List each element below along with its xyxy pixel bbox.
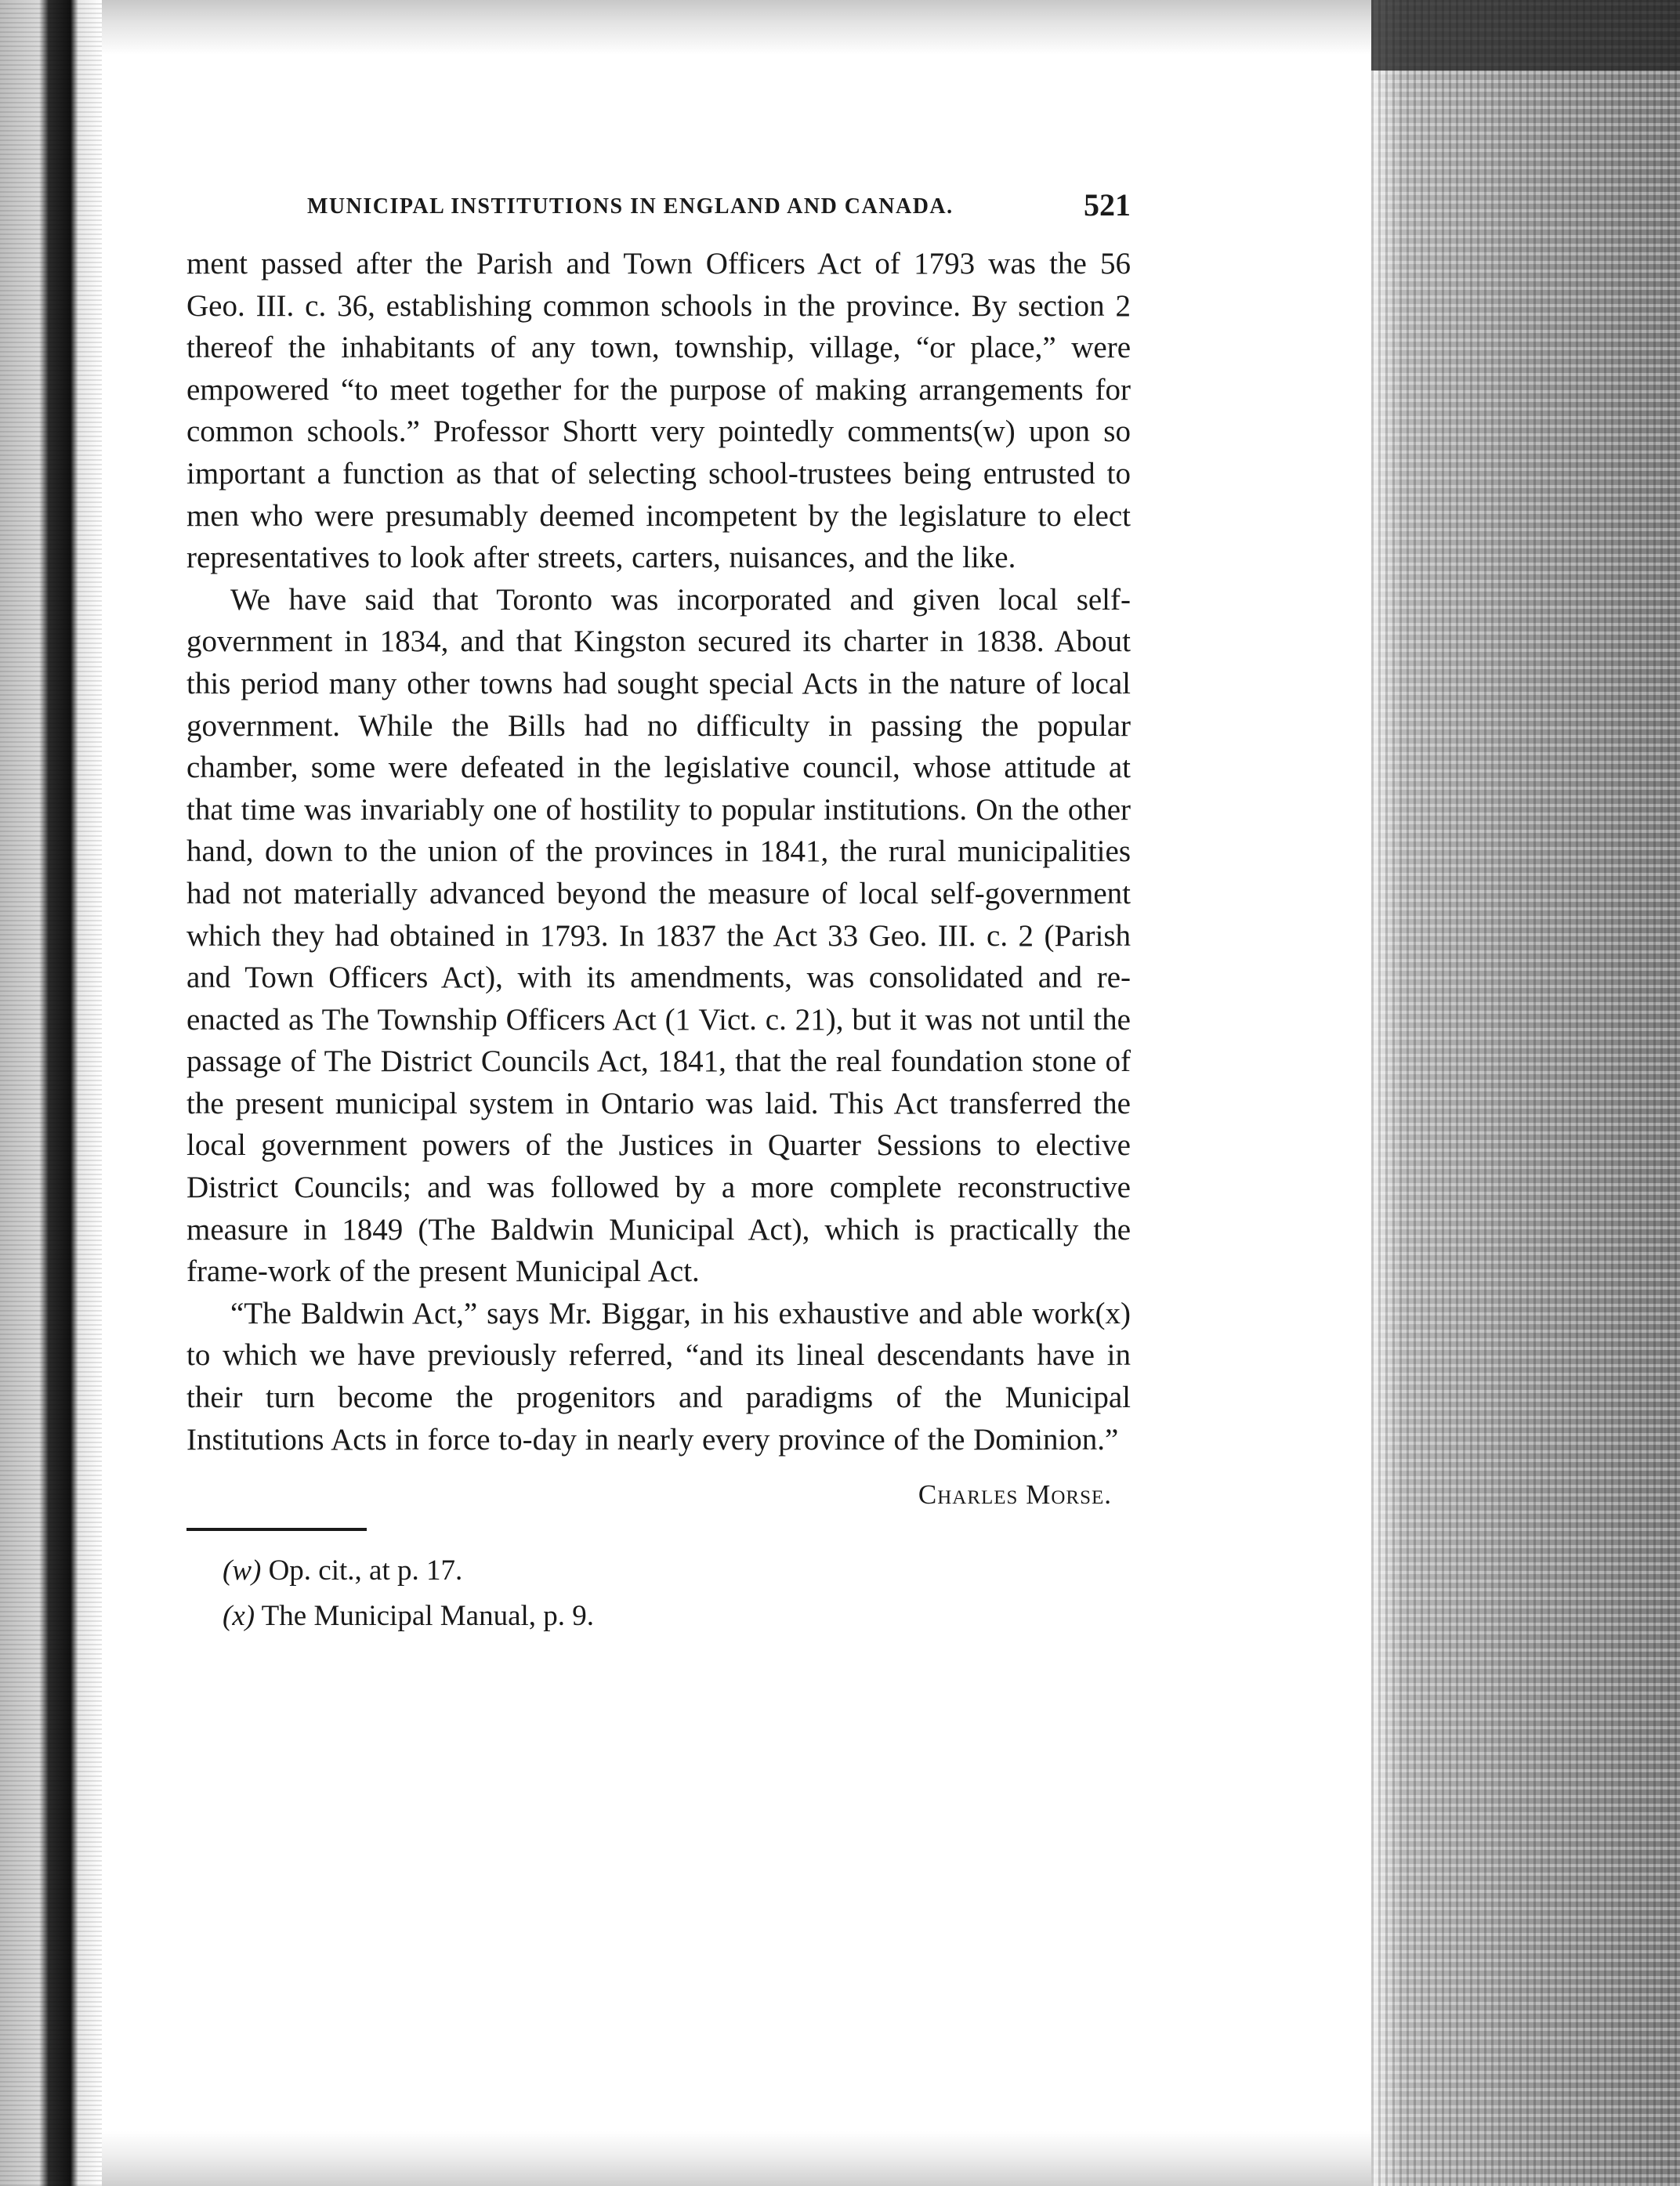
- body-text: [186, 243, 1131, 1460]
- running-title: MUNICIPAL INSTITUTIONS IN ENGLAND AND CANADA.: [307, 194, 954, 219]
- scan-top-shadow: [102, 0, 1371, 55]
- footnote-x: [186, 1594, 1131, 1639]
- scan-right-noise-band: [1371, 0, 1680, 2186]
- paragraph-1: ment passed after the Parish and Town Officers Act of 1793 was the 56 Geo. III. c. 36, establishing common schools in the province. By section 2 thereof the inhabitants of any town, township, village, “or place,” were empowered “to meet together for the purpose of making arrangements for common schools.” Professor Shortt very pointedly comments(w) upon so important a function as that of selecting school-trustees being entrusted to men who were presumably deemed incompetent by the legislature to elect representatives to look after streets, carters, nuisances, and the like.: [186, 247, 1131, 575]
- document-page: [186, 180, 1131, 1639]
- paragraph-2: We have said that Toronto was incorporated and given local self-government in 1834, and that Kingston secured its charter in 1838. About this period many other towns had sought special Acts in the nature of local government. While the Bills had no difficulty in passing the popular chamber, some were defeated in the legislative council, whose attitude at that time was invariably one of hostility to popular institutions. On the other hand, down to the union of the provinces in 1841, the rural municipalities had not materially advanced beyond the measure of local self-government which they had obtained in 1793. In 1837 the Act 33 Geo. III. c. 2 (Parish and Town Officers Act), with its amendments, was consolidated and re-enacted as The Township Officers Act (1 Vict. c. 21), but it was not until the passage of The District Councils Act, 1841, that the real foundation stone of the present municipal system in Ontario was laid. This Act transferred the local government powers of the Justices in Quarter Sessions to elective District Councils; and was followed by a more complete reconstructive measure in 1849 (The Baldwin Municipal Act), which is practically the frame-work of the present Municipal Act.: [186, 582, 1131, 1289]
- footnotes: [186, 1548, 1131, 1639]
- author-signature: Charles Morse.: [918, 1479, 1112, 1511]
- footnote-mark: (w): [223, 1554, 262, 1587]
- scan-bottom-shadow: [102, 2131, 1371, 2186]
- footnote-text: The Municipal Manual, p. 9.: [261, 1600, 595, 1633]
- page-number: 521: [1084, 187, 1131, 223]
- footnote-w: [186, 1548, 1131, 1594]
- footnote-mark: (x): [223, 1600, 255, 1633]
- scan-right-top-shadow: [1371, 0, 1680, 71]
- scan-binding-edge: [0, 0, 102, 2186]
- paragraph-3: “The Baldwin Act,” says Mr. Biggar, in his exhaustive and able work(x) to which we have previously referred, “and its lineal descendants have in their turn become the progenitors and paradigms of the Municipal Institutions Acts in force to-day in nearly every province of the Dominion.”: [186, 1296, 1131, 1457]
- footnote-text: Op. cit., at p. 17.: [268, 1554, 463, 1587]
- running-head: [186, 180, 1131, 232]
- footnote-rule: [186, 1528, 367, 1531]
